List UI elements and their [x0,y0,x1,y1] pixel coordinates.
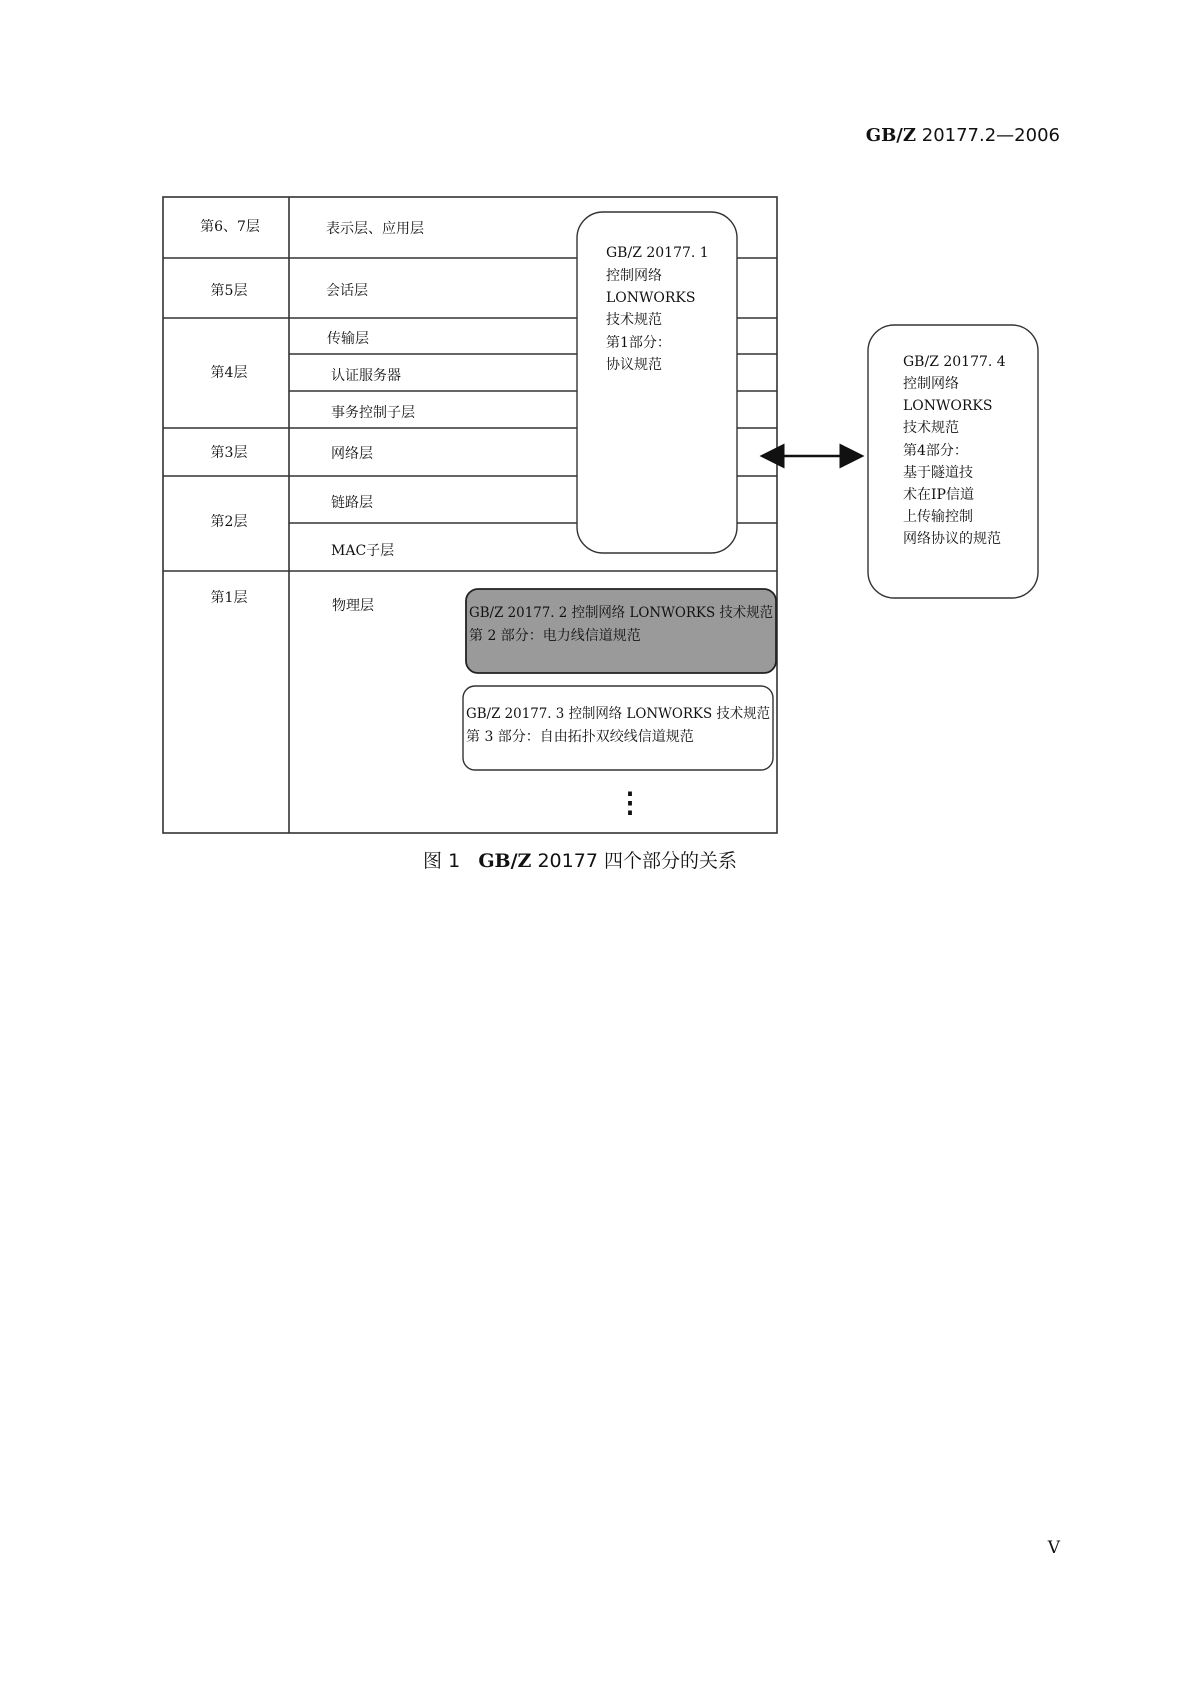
part4-line: 第4部分： [903,443,968,459]
part4-line: LONWORKS [903,398,993,414]
document-code-prefix: GB/Z [865,125,917,146]
part3-line: 第 3 部分：自由拓扑双绞线信道规范 [466,729,694,745]
part4-line: 网络协议的规范 [903,531,1001,547]
layer-label: 第6、7层 [200,219,260,235]
part4-line: 上传输控制 [903,509,973,525]
part4-line: 基于隧道技 [903,465,973,481]
part1-line: 技术规范 [606,312,662,328]
sublayer-name: 事务控制子层 [331,405,415,421]
sublayer-name: 表示层、应用层 [326,221,424,237]
part1-box [577,212,737,553]
sublayer-name: 会话层 [326,283,368,299]
part3-box [463,686,784,770]
layer-label: 第1层 [210,590,248,606]
page-number: V [1047,1538,1060,1558]
sublayer-name: 传输层 [327,331,369,347]
sublayer-name: 网络层 [331,446,373,462]
layer-label: 第3层 [210,445,248,461]
part1-line: GB/Z 20177. 1 [606,245,709,261]
sublayer-name: 物理层 [332,598,374,614]
caption-suffix: 20177 四个部分的关系 [537,850,737,872]
caption-prefix: 图 1 [423,850,461,872]
part3-line: GB/Z 20177. 3 控制网络 LONWORKS 技术规范 [466,706,784,722]
part2-line: 第 2 部分：电力线信道规范 [469,628,641,644]
more-parts-ellipsis: ⋮ [616,786,644,819]
layer-label: 第5层 [210,283,248,299]
layer-label: 第2层 [210,514,248,530]
sublayer-name: 认证服务器 [331,368,401,384]
part2-line: GB/Z 20177. 2 控制网络 LONWORKS 技术规范 [469,605,787,621]
figure-caption [300,846,860,873]
part1-line: 第1部分： [606,335,671,351]
document-code-number: 20177.2—2006 [921,125,1060,146]
part1-line: 协议规范 [606,357,662,373]
part4-line: 技术规范 [903,420,959,436]
layer-label: 第4层 [210,365,248,381]
part1-line: LONWORKS [606,290,696,306]
part4-line: 控制网络 [903,376,959,392]
caption-code: GB/Z [478,850,532,872]
part1-line: 控制网络 [606,268,662,284]
part4-line: GB/Z 20177. 4 [903,354,1006,370]
sublayer-name: MAC子层 [331,543,395,559]
sublayer-name: 链路层 [331,495,373,511]
part4-line: 术在IP信道 [903,487,974,503]
